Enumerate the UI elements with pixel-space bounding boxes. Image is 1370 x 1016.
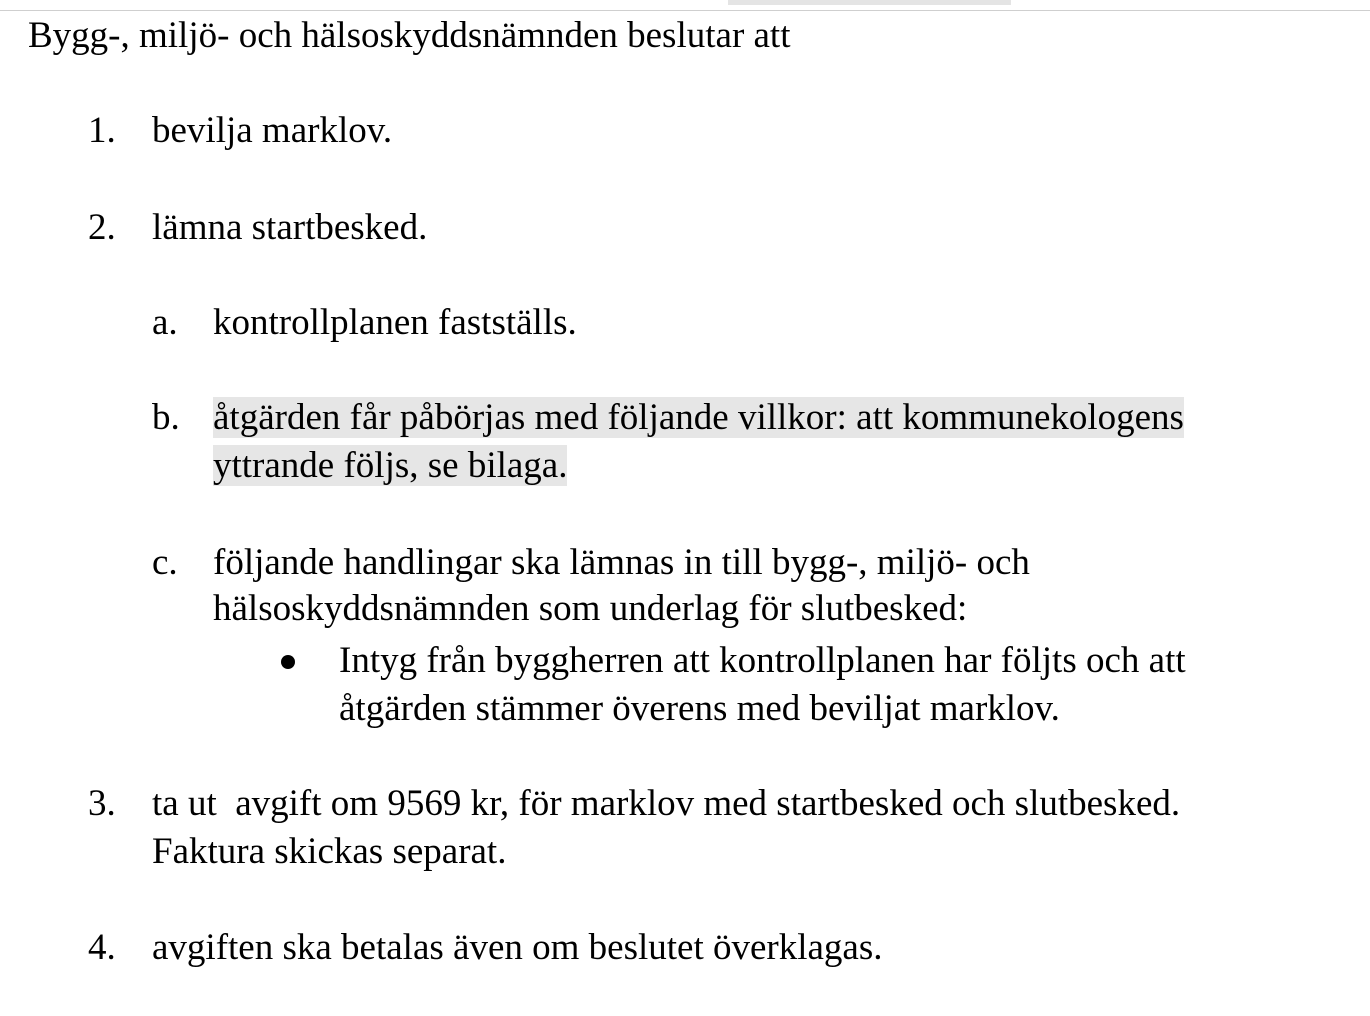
- sublist-item-c-line-1: följande handlingar ska lämnas in till bygg-, miljö- och: [213, 542, 1030, 583]
- sublist-item-b-line-2: [213, 442, 567, 490]
- list-marker-3: 3.: [88, 783, 116, 824]
- list-item-4-text: avgiften ska betalas även om beslutet överklagas.: [152, 927, 883, 968]
- top-tab-indicator: [728, 0, 1011, 5]
- highlighted-text: åtgärden får påbörjas med följande villkor: att kommunekologens: [213, 397, 1184, 438]
- window-top-bar: [0, 0, 1370, 11]
- bullet-item-line-1: Intyg från byggherren att kontrollplanen har följts och att: [339, 640, 1186, 681]
- list-marker-1: 1.: [88, 110, 116, 151]
- intro-text: Bygg-, miljö- och hälsoskyddsnämnden beslutar att: [28, 15, 791, 56]
- list-item-2-text: lämna startbesked.: [152, 207, 428, 248]
- bullet-dot-icon: [281, 655, 295, 669]
- sublist-item-b-line-1: [213, 394, 1184, 442]
- list-item-3-line-2: Faktura skickas separat.: [152, 831, 507, 872]
- sublist-marker-b: b.: [152, 397, 180, 438]
- list-marker-4: 4.: [88, 927, 116, 968]
- bullet-item-line-2: åtgärden stämmer överens med beviljat marklov.: [339, 688, 1060, 729]
- list-item-1-text: bevilja marklov.: [152, 110, 393, 151]
- list-item-3-line-1: ta ut avgift om 9569 kr, för marklov med startbesked och slutbesked.: [152, 783, 1181, 824]
- sublist-marker-c: c.: [152, 542, 178, 583]
- sublist-item-a-text: kontrollplanen fastställs.: [213, 302, 577, 343]
- sublist-item-c-line-2: hälsoskyddsnämnden som underlag för slutbesked:: [213, 588, 968, 629]
- highlighted-text: yttrande följs, se bilaga.: [213, 445, 568, 486]
- list-marker-2: 2.: [88, 207, 116, 248]
- sublist-marker-a: a.: [152, 302, 178, 343]
